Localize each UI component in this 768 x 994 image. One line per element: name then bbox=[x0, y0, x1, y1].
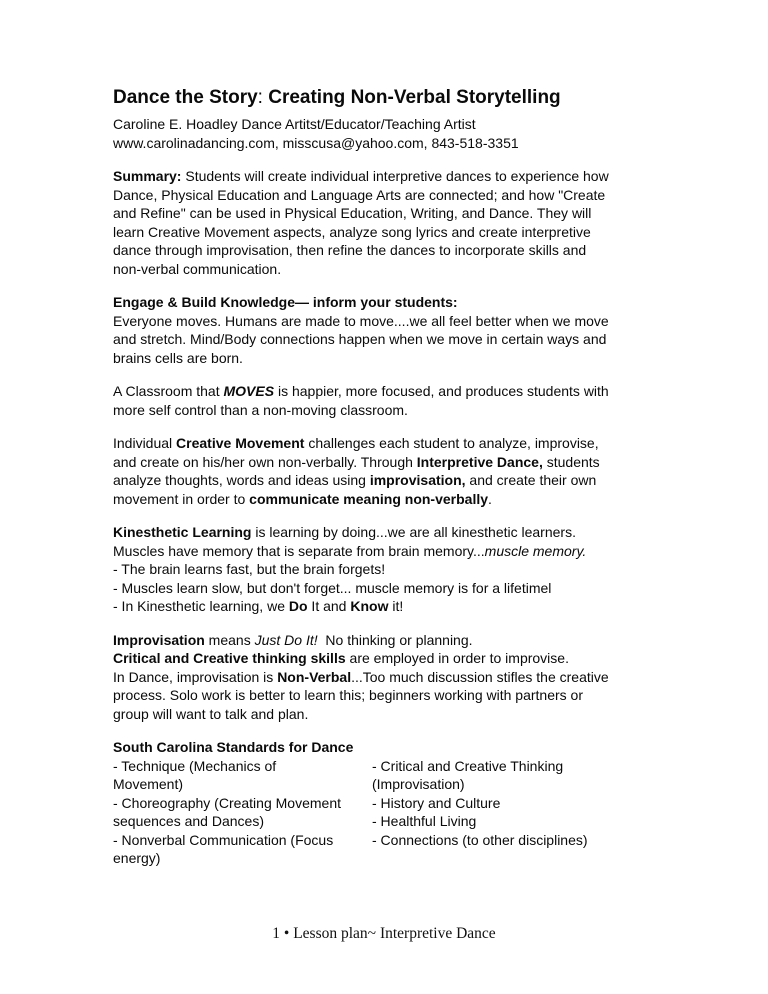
text-segment: Movement) bbox=[113, 776, 184, 792]
text-segment: improvisation, bbox=[369, 472, 466, 488]
text-line bbox=[113, 293, 661, 312]
text-segment: In Dance, improvisation is bbox=[113, 668, 278, 685]
text-segment: sequences and Dances) bbox=[113, 813, 264, 829]
text-line bbox=[372, 757, 661, 776]
text-segment: Kinesthetic Learning bbox=[113, 524, 252, 540]
paragraph-summary bbox=[113, 167, 661, 278]
standards-left-column bbox=[113, 757, 372, 868]
text-line bbox=[113, 631, 661, 650]
text-line bbox=[113, 523, 661, 542]
text-line bbox=[113, 434, 661, 453]
text-line bbox=[113, 223, 661, 242]
text-segment: Summary: bbox=[113, 168, 182, 184]
text-segment: analyze thoughts, words and ideas using bbox=[113, 472, 370, 488]
document-content bbox=[113, 86, 661, 868]
text-line bbox=[113, 312, 661, 331]
text-segment: - Healthful Living bbox=[372, 813, 477, 829]
text-segment: Creating Non-Verbal Storytelling bbox=[268, 87, 561, 108]
text-line bbox=[113, 668, 661, 687]
standards-section bbox=[113, 738, 661, 868]
text-line bbox=[113, 349, 661, 368]
text-segment: Dance the Story bbox=[113, 87, 258, 108]
text-segment: Engage & Build Knowledge— inform your students: bbox=[113, 294, 458, 310]
text-line bbox=[113, 453, 661, 472]
document-title bbox=[113, 86, 661, 110]
text-segment: : bbox=[257, 87, 269, 108]
text-line bbox=[113, 686, 661, 705]
standards-right-column bbox=[372, 757, 661, 868]
text-line bbox=[113, 241, 661, 260]
text-segment: . bbox=[488, 490, 492, 507]
text-segment: it! bbox=[388, 598, 404, 614]
text-segment: - History and Culture bbox=[372, 794, 501, 811]
text-segment: It and bbox=[307, 598, 351, 614]
text-segment: Interpretive Dance, bbox=[416, 453, 543, 470]
text-line bbox=[113, 382, 661, 401]
text-line bbox=[113, 560, 661, 579]
text-segment: - The brain learns fast, but the brain forgets! bbox=[113, 561, 386, 577]
text-segment: A Classroom that bbox=[113, 383, 224, 399]
text-segment: Just Do It! bbox=[254, 631, 318, 648]
text-segment: is learning by doing...we are all kinesthetic learners. bbox=[251, 524, 576, 540]
text-line bbox=[113, 849, 372, 868]
text-segment: Know bbox=[350, 598, 389, 614]
text-line bbox=[113, 204, 661, 223]
text-line bbox=[113, 167, 661, 186]
text-line bbox=[372, 831, 661, 850]
text-line bbox=[113, 831, 372, 850]
text-segment: Muscles have memory that is separate from brain memory... bbox=[113, 542, 485, 559]
standards-columns bbox=[113, 757, 661, 868]
text-segment: brains cells are born. bbox=[113, 349, 243, 366]
text-segment: MOVES bbox=[223, 383, 275, 399]
text-segment: movement in order to bbox=[113, 490, 250, 507]
text-line bbox=[113, 86, 661, 110]
text-segment: communicate meaning non-verbally bbox=[249, 490, 489, 507]
standards-heading: South Carolina Standards for Dance bbox=[113, 739, 354, 755]
text-segment: - Technique (Mechanics of bbox=[113, 757, 277, 774]
text-segment: process. Solo work is better to learn this; beginners working with partners or bbox=[113, 687, 583, 703]
text-segment: and stretch. Mind/Body connections happen when we move in certain ways and bbox=[113, 331, 607, 347]
text-segment: - Critical and Creative Thinking bbox=[372, 757, 564, 774]
text-line bbox=[113, 649, 661, 668]
text-segment: are employed in order to improvise. bbox=[345, 650, 569, 666]
text-segment: Non-Verbal bbox=[277, 668, 352, 685]
text-segment: (Improvisation) bbox=[372, 776, 465, 792]
text-line bbox=[113, 757, 372, 776]
text-line bbox=[113, 490, 661, 509]
text-segment: Students will create individual interpretive dances to experience how bbox=[181, 168, 609, 184]
text-segment: and create on his/her own non-verbally. Through bbox=[113, 453, 417, 470]
text-line bbox=[113, 775, 372, 794]
text-segment: is happier, more focused, and produces students with bbox=[274, 383, 609, 399]
text-line bbox=[372, 794, 661, 813]
text-segment: No thinking or planning. bbox=[317, 631, 473, 648]
text-segment: muscle memory. bbox=[484, 542, 587, 559]
text-line bbox=[113, 330, 661, 349]
text-line bbox=[113, 471, 661, 490]
text-segment: Improvisation bbox=[113, 631, 205, 648]
text-segment: - In Kinesthetic learning, we bbox=[113, 598, 289, 614]
paragraph-creative-movement bbox=[113, 434, 661, 508]
text-segment: Creative Movement bbox=[176, 435, 305, 451]
text-line bbox=[113, 794, 372, 813]
author-line: Caroline E. Hoadley Dance Artitst/Educator/Teaching Artist bbox=[113, 116, 476, 132]
paragraph-kinesthetic-learning bbox=[113, 523, 661, 616]
text-line bbox=[113, 705, 661, 724]
text-segment: learn Creative Movement aspects, analyze song lyrics and create interpretive bbox=[113, 223, 591, 240]
paragraph-classroom-moves bbox=[113, 382, 661, 419]
text-segment: more self control than a non-moving classroom. bbox=[113, 401, 408, 418]
text-segment: Do bbox=[288, 598, 308, 614]
text-line bbox=[113, 579, 661, 598]
text-line bbox=[372, 812, 661, 831]
text-line bbox=[113, 542, 661, 561]
text-segment: means bbox=[204, 631, 255, 648]
text-segment: - Nonverbal Communication (Focus bbox=[113, 831, 334, 848]
text-segment: group will want to talk and plan. bbox=[113, 705, 309, 722]
text-segment: - Muscles learn slow, but don't forget... muscle memory is for a lifetimel bbox=[113, 579, 552, 596]
text-segment: and Refine" can be used in Physical Education, Writing, and Dance. They will bbox=[113, 205, 592, 221]
text-line bbox=[113, 597, 661, 616]
contact-line: www.carolinadancing.com, misscusa@yahoo.com, 843-518-3351 bbox=[113, 134, 519, 151]
text-line bbox=[113, 401, 661, 420]
text-segment: ...Too much discussion stifles the creative bbox=[351, 668, 609, 685]
text-segment: - Choreography (Creating Movement bbox=[113, 794, 341, 811]
page-footer: 1 • Lesson plan~ Interpretive Dance bbox=[272, 925, 496, 942]
text-segment: Critical and Creative thinking skills bbox=[113, 650, 346, 666]
text-line bbox=[372, 775, 661, 794]
text-segment: energy) bbox=[113, 850, 161, 866]
text-segment: challenges each student to analyze, improvise, bbox=[304, 435, 599, 451]
text-segment: Everyone moves. Humans are made to move....we all feel better when we move bbox=[113, 312, 609, 329]
paragraph-improvisation bbox=[113, 631, 661, 724]
text-segment: - Connections (to other disciplines) bbox=[372, 831, 588, 848]
paragraph-engage-build-knowledge bbox=[113, 293, 661, 367]
text-segment: dance through improvisation, then refine the dances to incorporate skills and bbox=[113, 242, 587, 258]
text-line bbox=[113, 260, 661, 279]
text-line bbox=[113, 186, 661, 205]
text-line bbox=[113, 812, 372, 831]
text-segment: non-verbal communication. bbox=[113, 260, 282, 277]
text-segment: students bbox=[542, 453, 600, 470]
text-segment: Individual bbox=[113, 435, 177, 451]
text-segment: Dance, Physical Education and Language Arts are connected; and how "Create bbox=[113, 186, 606, 203]
text-segment: and create their own bbox=[465, 472, 597, 488]
